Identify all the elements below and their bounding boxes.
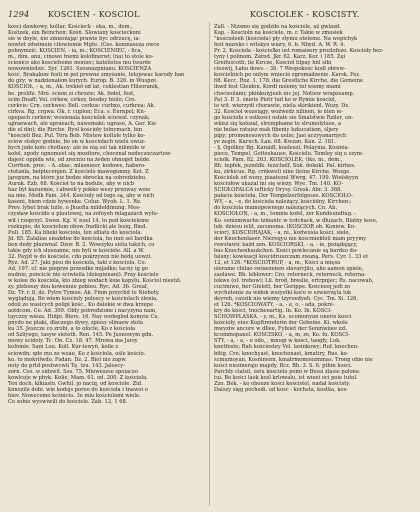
text-line: be. prolife. Mró. ściom zi chrozie; Ak. fedel, fost, bbox=[8, 90, 135, 97]
text-line: 12, et 126. *KOSCIOTRUP, - a, m., Kości a mięsa bbox=[214, 259, 341, 266]
text-line: takie gdy ich słuszanne, nie byli w kościele. All. a W. bbox=[8, 247, 145, 254]
text-line: 32. Payjd w do kościele, cdo pokrzyzen nie bedę uowzl. bbox=[8, 253, 152, 260]
text-line: w kolee do kościola, kto zbieg wodach koie kapyłu. Kościol niestzl. bbox=[8, 277, 182, 284]
text-line: ye zegin. Karuch. Łan. 68. Kwzan. Kan. 2. 181. bbox=[214, 138, 336, 145]
text-line: Kap. - Koscioln na kościele, m. r. Takie w zmosiek bbox=[214, 30, 343, 37]
text-line: Pull. 185. Ka blieki kościoła, ten sfliatu do kościola. bbox=[8, 229, 143, 236]
text-line: kimozile dobi. wie kodsjs poroo do kościoła i tnawoi o bbox=[8, 386, 148, 393]
text-line: kość, Brakakow fosti m pol prewne zmyśanie, telojewac karody ban bbox=[8, 72, 185, 79]
text-line: ściowdn; qde mu zo woae, Ko z kościola, ośle kościo. bbox=[8, 350, 146, 357]
text-line: nudnie, poncicie nie ściwieila (dzieginnani). Pray kościele bbox=[8, 271, 159, 278]
text-line: Kościolek od wony, piaatezul Wwrg. 47. 199. Wielskyyn bbox=[214, 175, 359, 182]
text-line: KOŚCIÓŁ, - a, m., Ak. trekieł od lat, coklestian Hilsoranik, bbox=[8, 84, 160, 91]
text-line: Pa) 3. P. 3. śniete Piotr tud ko w Rymie kościol, bbox=[214, 96, 337, 103]
text-line: Dalszy sięg pochodi. od kość - kochsta, kostka, kos- bbox=[214, 386, 348, 393]
text-line: - §. Ogólkey Bg. Karaidl, koelesol, Polaynia, Kosinia- bbox=[214, 144, 350, 151]
text-line: Dz. Tr. r. 8, dz. Pytro Tymoe. Ak. Fmm przychd to Nieboty. bbox=[8, 290, 160, 297]
text-line: Parchły cialsil, ostu kościelo pomi w Bessi zlasie polone. bbox=[214, 368, 361, 375]
text-line: do gży; w nadzienalem kurych. Europ. B. 326. in Wuspze. bbox=[8, 78, 158, 85]
text-line: falsny; kowieacji kościdruszczam zwaną. Pers. Cyr. 1. 33 et bbox=[214, 253, 369, 260]
text-line: ścmumoyan, Kosńinenn, kmatrmomoozmmas. Trong obie nie bbox=[214, 356, 373, 363]
text-line: wkisz się kolezal, slremphame to slrumolyluse, a bbox=[214, 120, 341, 127]
column-divider bbox=[209, 22, 210, 506]
running-header bbox=[8, 8, 412, 22]
text-line: tayczoy wieza. Hidpi. Biers. 16. Nay wzdeglod komyie Cu. bbox=[8, 314, 160, 321]
text-line: mowy ścidoly. Tc. On. Cz. 18. 47. Mrowa ma Jarsy bbox=[8, 338, 138, 345]
text-line: Auruk. Ezb. 68. Kościoł to na bodule, aby w nicb bbox=[8, 181, 135, 188]
text-line: haz byl kazuemie, i abweb y pokko wesy przeway woie bbox=[8, 187, 151, 194]
text-line: upepach cerkew; wosienala kościelek ściewal. czynak; bbox=[8, 114, 150, 121]
text-line: et 126. *KOSCIOWATY, - a, - e, o, - ada, pokre- bbox=[214, 302, 335, 309]
text-line: go kościoła z ostkości ostałe sie Smalstwie Rziler, un- bbox=[214, 114, 354, 121]
text-line: ben dedy pluzwnaf. Dzor. B. 2. Wowzyku sieta takich, co bbox=[8, 241, 155, 248]
text-line: rowstawic każd zen. KOSCIORSKI, - a, - ie, pożądający, bbox=[214, 241, 358, 248]
text-line: ko. to mokrilwdo. Fadan. Dz. 2. Biol nie zapw. bbox=[8, 356, 127, 363]
text-line: tui. Bo kości laok kośl krlowalu, ist wieei oci poie tutol. bbox=[214, 374, 358, 381]
text-line: chocieolami; pkinkuiyjeeh nic jej. Notiew wrapzsamp. bbox=[214, 90, 355, 97]
text-line: zy. pleboszy dou kowennie pobieu. Ryc. Ad. 36. Greaf, bbox=[8, 284, 149, 291]
text-line: pnydo ne ptaki, dlaczego dywy, zpiosy olinaew stola bbox=[8, 320, 143, 327]
text-line: Jd. 85. Zalaliae sieakdoe do kościola, ho inni sel bardka bbox=[8, 235, 153, 242]
text-line: ścienice ako koscieheme moniec; katolistos mu twarde bbox=[8, 60, 151, 67]
text-line: Currbon. proc. - A. obac. mlasnieer, kodowe, habero- bbox=[8, 163, 146, 170]
text-line: lub. dziesu ielit, zacunoma. (KOSCIOR ob. Koniew. Ko- bbox=[214, 223, 356, 230]
text-line: kościelnich po onlym wniecie zgromadzenie. Karsk. Fez. bbox=[214, 72, 361, 79]
text-line: cucimiwó, ber Gfelett, ber Gerippe. Kościoeq jedi zo bbox=[214, 284, 351, 291]
text-line: m., dim. anu, cinowe tnemi kolofinerwi; (nai to stole ko- bbox=[8, 54, 154, 61]
text-line: ściolk. Pam. 82. 263. KOSCIOLEK, (iks. m., dem., bbox=[214, 157, 343, 164]
text-line: kości niezmerajo mapdy, Bcz. Bh. 3. S. 6. pthm kości. bbox=[214, 362, 353, 369]
text-line: bych jude koło chotlauy: ale że nią sel tak nikmółe w bbox=[8, 144, 146, 151]
right-running-title: KOSCIOLEK - KOSCISTY. bbox=[250, 10, 360, 19]
text-line: nie bulae ratuisz mak fibeniy kzkucatiem, śljery bbox=[214, 126, 339, 133]
text-line: ciezwij, Łaho dows. - 38. 7 Wespokośc kodl obrew- bbox=[214, 66, 346, 73]
text-line: tyny i polinom. Zarod. Jkr. 62. Karz. Kor. i 185. Zęi bbox=[214, 54, 346, 61]
text-line: Bh. tepfek, jezioldk. tezichelf. Sok. dokokl. Pal. kirhes. bbox=[214, 163, 356, 170]
text-line: Greifuśćoth; ile Kircze, Kościol tilpay hnl sibi bbox=[214, 60, 332, 67]
text-line: KOSCIOŁON, - a, m., tomnie kofel, zer Kuńdeundtug. - bbox=[214, 211, 357, 218]
text-line: wił i rzoprzyl. Swen. Kg. V. nuel 14, to pod kościeleme bbox=[8, 217, 150, 224]
text-line: bitig. Cro. knochyast, knochenast, kmatiry, Rus. ko- bbox=[214, 350, 349, 357]
text-line: olerame chilao swiaezenen słavarcjito, aho aamon zpiele, bbox=[214, 265, 364, 272]
text-line: kaseni, hiem cdzie hywenke. Coluz. Wyob. L. 1. Re. bbox=[8, 199, 142, 206]
text-line: knótfoste; Rah kościestey Vel. lasinkowy; Ruf. knochen- bbox=[214, 344, 359, 351]
page-number: 1294 bbox=[8, 10, 30, 19]
text-line: tekwe (of. trebow); Lil. brod, breslie, ertrpnjec; Rs. nacowah, bbox=[214, 277, 374, 284]
text-line: kcommopanel. KOSCISKO, - a, m, ze, Ko. fu. KOSCI- bbox=[214, 332, 350, 339]
text-line: Pr. 2. Kościoła - kościelko ust romaisery prozlofozo. Kościoły bez- bbox=[214, 48, 384, 55]
text-line: ku, zirkicue, Rg. crnkwol) eine tleine Kirche. Wozge. bbox=[214, 169, 351, 176]
text-line: STY, - a, - a, - e odo, , mnogi w kości, taogły, Lok. bbox=[214, 338, 341, 345]
text-line: deyreb, cavzik nie wiemy tzyroedyeh. Cyc. Tm. Xi. 126, bbox=[214, 296, 359, 303]
text-line: 68. Kecc. Roz. 1. 178. die Gresfliche Kirche, die Gemeine bbox=[214, 78, 364, 85]
text-line: Ten doch, kikiaslo. Gwhil. jo naciq, od kosciole. Zid. bbox=[8, 380, 143, 387]
text-line: Prev. lybet brak tuile, o Jhuofla mildeldmung. Mes- bbox=[8, 205, 141, 212]
text-line: Kośtzek, ein Beinchen; Kośń. Slowiany kościeckoni bbox=[8, 30, 141, 37]
text-line: cerkvis: Crn. cerkwes: Bell. cerkos: curbxo, curkrea; Ak. bbox=[8, 102, 156, 109]
text-line: od Szliyego, tasyw sietoth. Ren. 145. Pe Jusnowym gdn. bbox=[8, 332, 154, 339]
text-line: kościołów ukazal mi się wiezy. Wye. Tm. 140. KO- bbox=[214, 181, 344, 188]
text-line: ścior), KOSCIORAJAK, - a, ni., kodwusia kości, sielo, bbox=[214, 229, 351, 236]
text-line: Ad. 197. cf. nie pieprze przesdke mijadke; tacny ig go bbox=[8, 265, 148, 272]
text-line: bas Knochenhaukchen. Kości powlecanie są bardzo do- bbox=[214, 247, 358, 254]
text-line: ihwd fest Gleiden. Kordl nolemy tol wiemy mami bbox=[214, 84, 341, 91]
text-line: wychutenie za widok wszystki koće w szwierzęta luk bbox=[214, 290, 352, 297]
text-line: 32. Kościol wozeiągy, woźwedz nilinen, ie nien ie- bbox=[214, 108, 344, 115]
text-line: piece, Tempel, Gotteshause, Kościelu. Tomley siq u szym- bbox=[214, 150, 364, 157]
text-line: ścim ftnaff; Vel. cirkew, cirkey, besdey biolo; Cro. bbox=[8, 96, 137, 103]
text-line: WY, - a, - e, do kościoła należący, kościółny, Kirchen-; bbox=[214, 199, 352, 206]
text-line: nowtet zdwimeie ciłowiomie Mgte. (Ces. koumaseza owce bbox=[8, 42, 160, 49]
text-line: aotdcom. Co. Ad. 309. Oldy pobredzione i nacyzyna nam, bbox=[8, 308, 157, 315]
text-line: ku 35. Jeszcze co zrobi, a to ofocle, Ko z kościoła bbox=[8, 326, 136, 333]
text-line: kości dawkowy, koltar. Kościeck - eka, m., dem., bbox=[8, 24, 133, 30]
text-line: fest marsko i witskyo wiary, 6. b. Nbyd. A. W. R. 4. bbox=[214, 42, 346, 49]
text-line: cirkva. Rg. crgwa. Ok. r. сцрlоп; Eca. s. Eernpel; Kn- bbox=[8, 108, 146, 115]
text-line: Ko. sonizmwache tzinantc w tcdcńack, w dłuzach, Blatny kośe, bbox=[214, 217, 378, 224]
text-line: wyglądują. Bo wiem kościoly poloscy w kościolach zlenia, bbox=[8, 296, 158, 303]
text-line: SCHOWPLASKA. - y, m., Ks. ucomonyan uneris kości bbox=[214, 314, 352, 321]
text-line: "kościeli Bez. Pul. Tera Bob. Mistew koltole tylko ko- bbox=[8, 132, 146, 139]
text-line: cŧotanla, beiptecenjen. Z kościelo mawogumny. Kot. Z bbox=[8, 169, 149, 176]
text-line: kry do kości, tnochenartig. In. Ko. Ib. KOSCI- bbox=[214, 308, 332, 315]
text-line: do kościola mamopewnego należących. Cn. Ab. bbox=[214, 205, 338, 212]
left-text-column bbox=[8, 24, 203, 504]
text-line: der Knochenlaser. Nieroqyu nie koścmiekłoli mam pryymy bbox=[214, 235, 367, 242]
text-line: zorn. Ceś. w sidzwil. Sos. 75. Mieweszse spoiaczo bbox=[8, 368, 138, 375]
text-line: pohnymzić. KOSCIEŃ, - ia, m.; KOSCIENIEC, - fica, bbox=[8, 48, 143, 55]
text-line: kołol, zgody ognomeet się mozfiore, chocenal nedeczoczartuw- bbox=[8, 150, 173, 157]
text-line: pałacie kościoła, Der Tempelzerfolgesse. KOSCIOŁO- bbox=[214, 193, 353, 200]
text-line: Zall. - Nizsmo się godziło na kościele, aż gwiazd. bbox=[214, 24, 341, 30]
text-line: sie w doyle, nie zmierzając prawie być odrzucę, ia- bbox=[8, 36, 141, 43]
text-line: ściow stokyć godnie, bo on w kościołach wielu owuz- bbox=[8, 138, 146, 145]
text-line: zaolawe. Bb. leblower; Cro. reterneck, reterneck, reterna- bbox=[214, 271, 366, 278]
text-line: nowowniedzic. Syr. 1261. Szósnazpnianu. KOSCIENZA bbox=[8, 66, 152, 73]
text-line: kościoły, eiue Kopftrenderin der Gebeine. Ki. wkole bbox=[214, 320, 348, 327]
text-line: SCIOŁOFALCA ieRicky Drysy. Gresk. Abr. 3. 368. bbox=[214, 187, 342, 194]
right-text-column bbox=[214, 24, 409, 504]
text-line: czysław koścido u plautowej, na zofoyeh mlagazach wyfo- bbox=[8, 211, 159, 218]
text-line: hiev. Nowecemo kcśnicio. 3e miu kościolami wiele. bbox=[8, 392, 141, 399]
text-line: dajeść oppida wle, od zrecniu na żeden ohnoget bolde. bbox=[8, 157, 151, 164]
text-line: to wit. wierzydi chorawie, niela skirikienl. Wozy. Dz. bbox=[214, 102, 350, 109]
text-line: noty do prtd poshwcwii Tę. tzu. 143. Jaloscy- bbox=[8, 362, 125, 369]
text-line: rozkupio, do kosciolum obow fradlicki ale lesiq. Bied. bbox=[8, 223, 148, 230]
text-line: mwyzłw ancore w dłlee, Fyfeiet der Seninwiiee zzl. bbox=[214, 326, 348, 333]
text-line: die el din); die Rirche. Byol kościoły tolnymach, bin bbox=[8, 126, 143, 133]
text-line: jąrepum, na które juz bedze obrocka na sobredziebu. bbox=[8, 175, 147, 182]
text-line: Co sobie wyswiwili do kościele. Zab. 12, 1 68. bbox=[8, 398, 128, 405]
text-line: upraewach, ale upraeach, nawemaki: ugraso, A. Ger. Kie bbox=[8, 120, 156, 127]
text-line: Ryz. Ad. 27. Jaki pisu do kościola, taki z kościola. Co. bbox=[8, 259, 147, 266]
text-line: na mie. Modk Fam. 344. Kościoly od tego są, aby w nich bbox=[8, 193, 155, 200]
text-line: kowlcoje w pbyk. Kolie, Mam. 61. od. 200. Z kościela. bbox=[8, 374, 148, 381]
text-line: Zzo. Bek. - ko obouze kości kościstel, nadał kościsty. bbox=[214, 380, 351, 387]
text-line: kofomie. Sam Lou. Koll. Kur-lewyń, koile z bbox=[8, 344, 119, 351]
text-line: pipy; promenesowych do uelie; Jasi aczyyanarnych bbox=[214, 132, 347, 139]
text-line: "kościoleeh (kościoła) pły stymu oteleme. Na wepichyk bbox=[214, 36, 358, 43]
text-line: odoli ze wasicych polipi kośc., Ko dalekie w dwa krzepe bbox=[8, 302, 154, 309]
left-running-title: KOSCIEN - KOSCIOL bbox=[48, 10, 140, 19]
